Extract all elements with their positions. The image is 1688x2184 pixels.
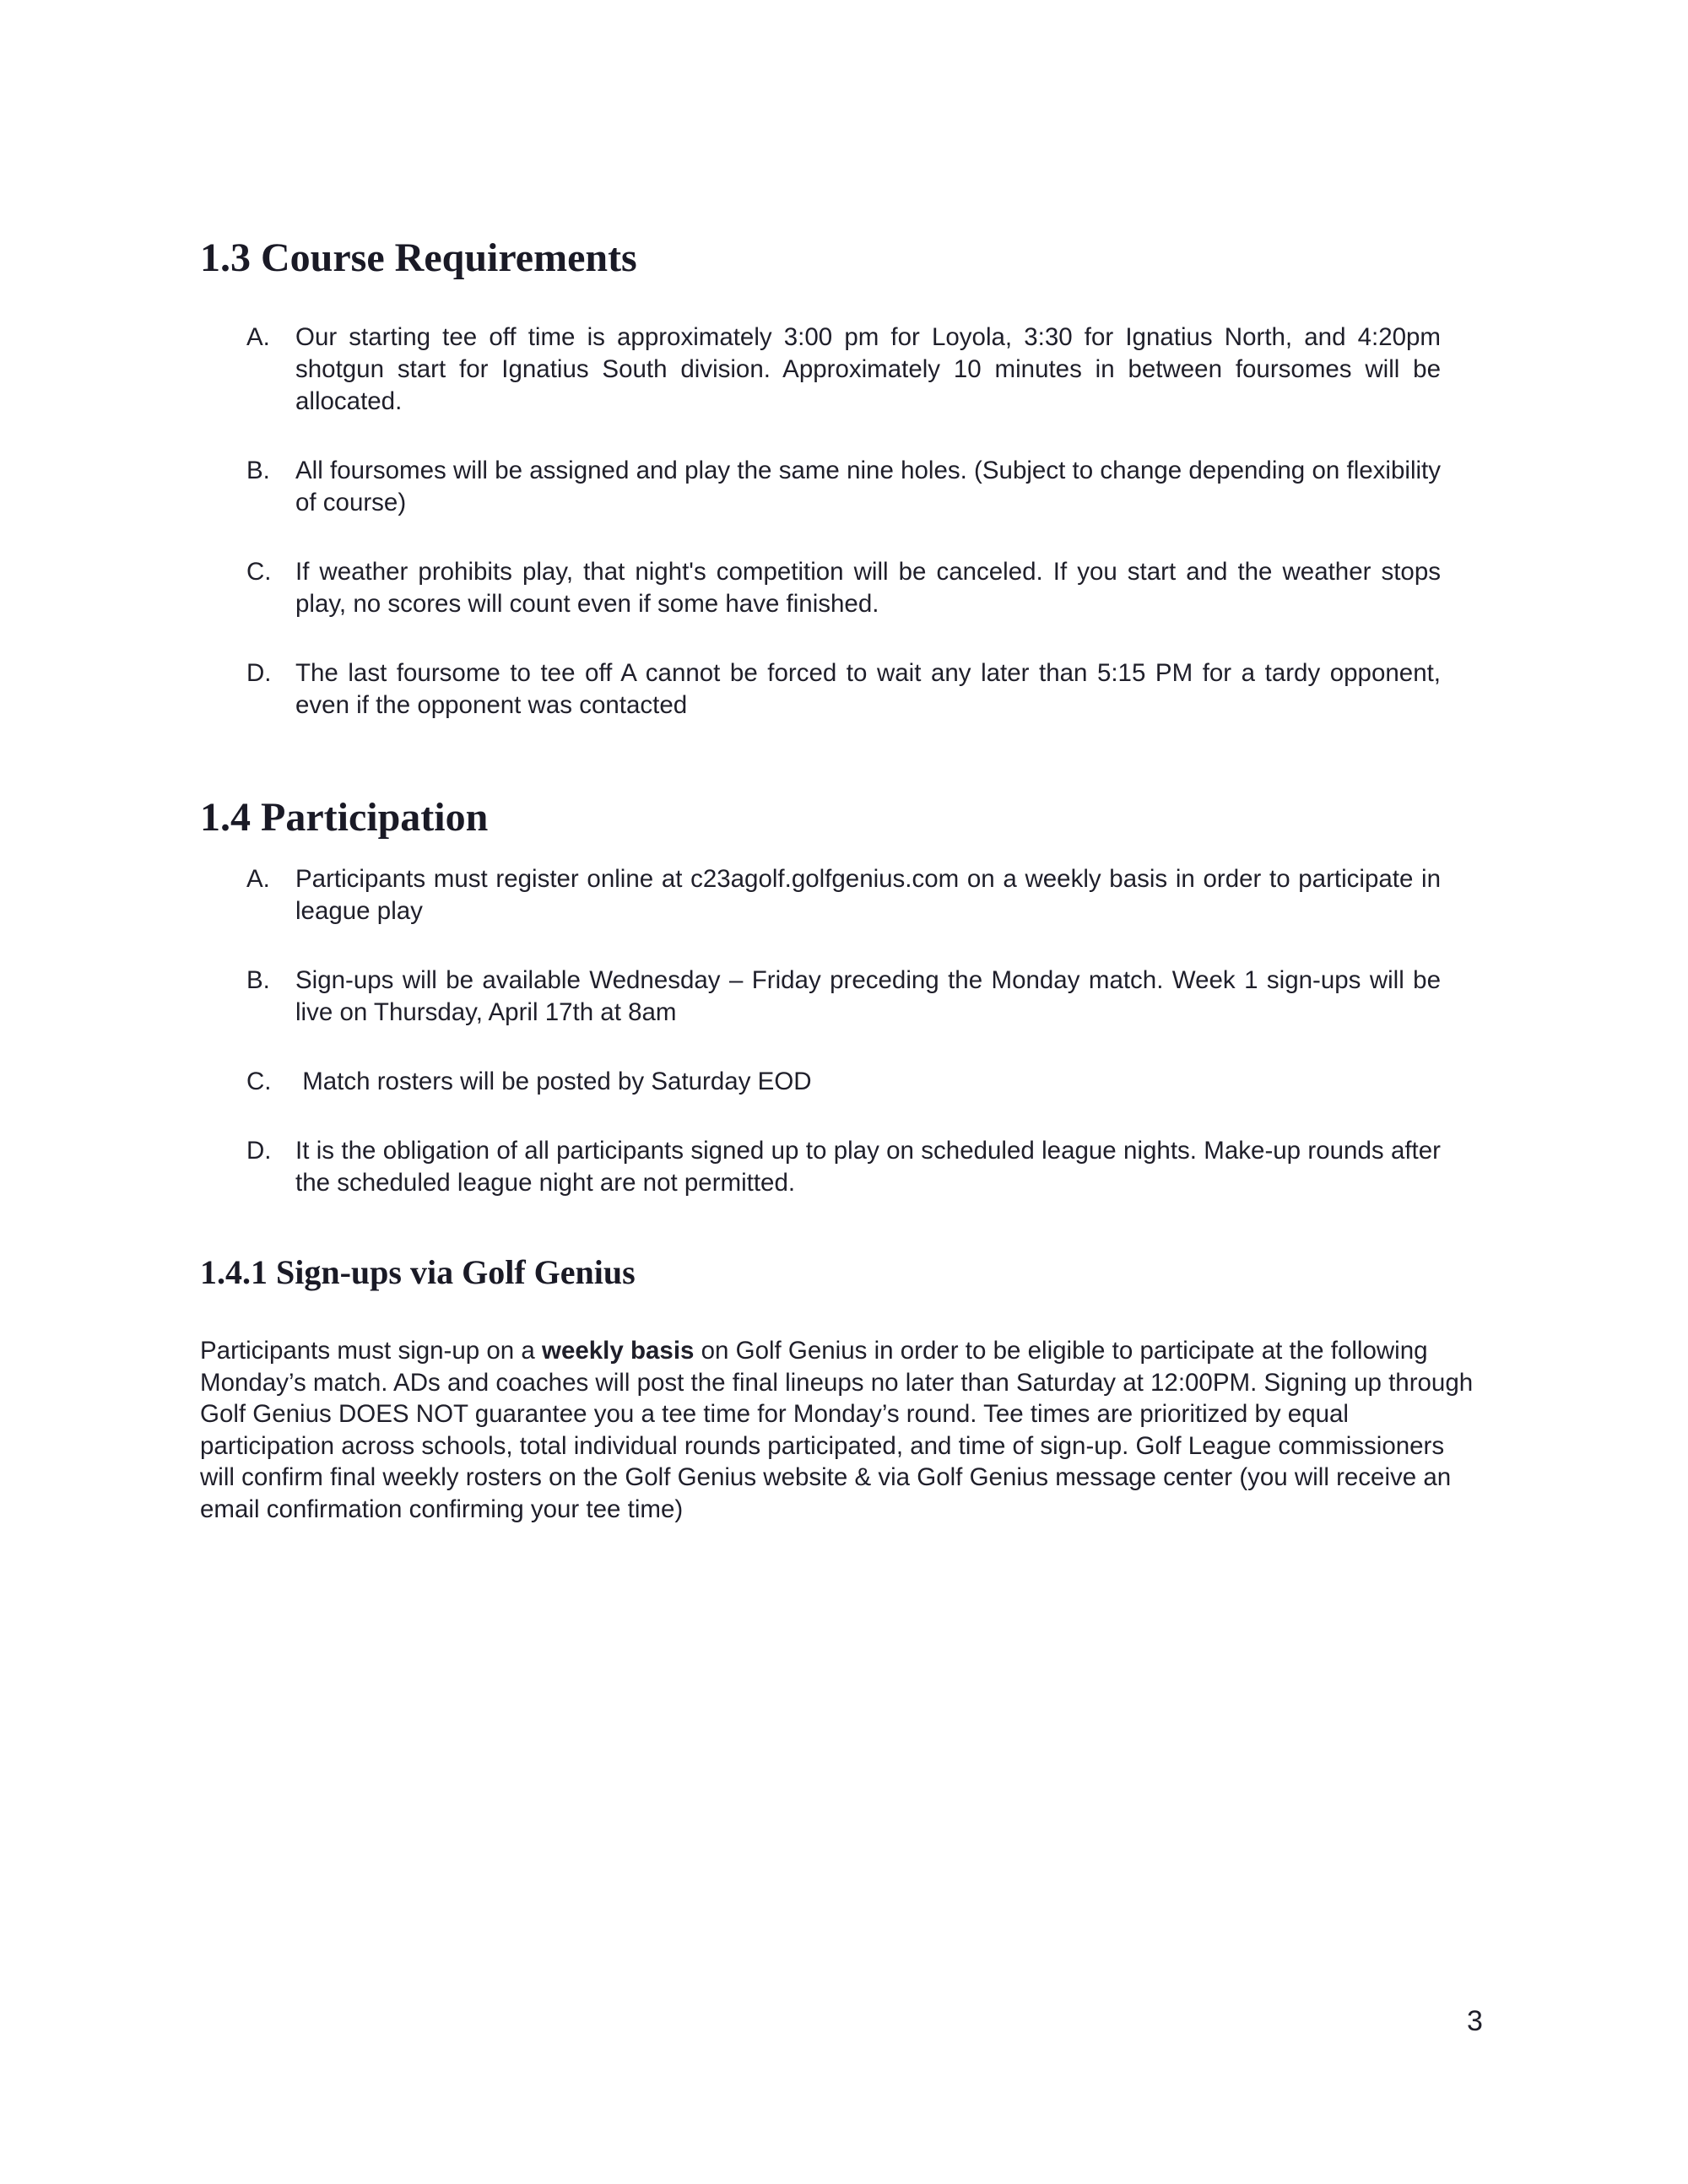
list-item-letter: D. xyxy=(246,1137,272,1165)
heading-participation: 1.4 Participation xyxy=(200,795,489,840)
paragraph-text-start: Participants must sign-up on a xyxy=(200,1337,543,1365)
page-number: 3 xyxy=(1467,2005,1483,2037)
paragraph-text-end: on Golf Genius in order to be eligible to participate at the following Monday’s match. ADs and coaches will post the final lineups no later than Saturday at 12:00PM. Signing up through Golf Genius DOES NOT guarantee you a tee time for Monday’s round. Tee times are prioritized by equal participation across schools, total individual rounds participated, and time of sign-up. Golf League commissioners will confirm final weekly rosters on the Golf Genius website & via Golf Genius message center (you will receive an email confirmation confirming your tee time) xyxy=(200,1337,1474,1523)
heading-course-requirements: 1.3 Course Requirements xyxy=(200,235,637,280)
list-item xyxy=(200,455,1441,519)
heading-signups-golf-genius: 1.4.1 Sign-ups via Golf Genius xyxy=(200,1253,636,1291)
list-item-letter: C. xyxy=(246,1068,272,1095)
course-requirements-list xyxy=(200,322,1441,722)
list-item xyxy=(200,1066,1441,1098)
list-item xyxy=(200,657,1441,722)
list-item xyxy=(200,322,1441,418)
list-item-letter: B. xyxy=(246,966,270,994)
list-item-letter: D. xyxy=(246,659,272,687)
list-item-letter: A. xyxy=(246,865,270,893)
list-item-text: Our starting tee off time is approximately 3:00 pm for Loyola, 3:30 for Ignatius North, and 4:20pm shotgun start for Ignatius South division. Approximately 10 minutes in between foursomes will be allocated. xyxy=(295,323,1441,415)
paragraph-bold-text: weekly basis xyxy=(542,1337,695,1365)
list-item-text: If weather prohibits play, that night's competition will be canceled. If you start and the weather stops play, no scores will count even if some have finished. xyxy=(295,558,1441,618)
list-item-letter: B. xyxy=(246,457,270,484)
list-item-text: Participants must register online at c23agolf.golfgenius.com on a weekly basis in order to participate in league play xyxy=(295,865,1441,925)
list-item-letter: A. xyxy=(246,323,270,351)
list-item xyxy=(200,965,1441,1029)
list-item-text: Match rosters will be posted by Saturday EOD xyxy=(295,1068,812,1095)
participation-list xyxy=(200,863,1441,1199)
list-item-letter: C. xyxy=(246,558,272,586)
signups-paragraph xyxy=(200,1335,1483,1525)
list-item xyxy=(200,863,1441,927)
list-item-text: It is the obligation of all participants signed up to play on scheduled league nights. Make-up rounds after the scheduled league night are not permitted. xyxy=(295,1137,1441,1197)
list-item-text: Sign-ups will be available Wednesday – Friday preceding the Monday match. Week 1 sign-ups will be live on Thursday, April 17th at 8am xyxy=(295,966,1441,1026)
list-item-text: All foursomes will be assigned and play the same nine holes. (Subject to change depending on flexibility of course) xyxy=(295,457,1441,516)
list-item xyxy=(200,1135,1441,1199)
list-item xyxy=(200,556,1441,620)
list-item-text: The last foursome to tee off A cannot be forced to wait any later than 5:15 PM for a tardy opponent, even if the opponent was contacted xyxy=(295,659,1441,719)
